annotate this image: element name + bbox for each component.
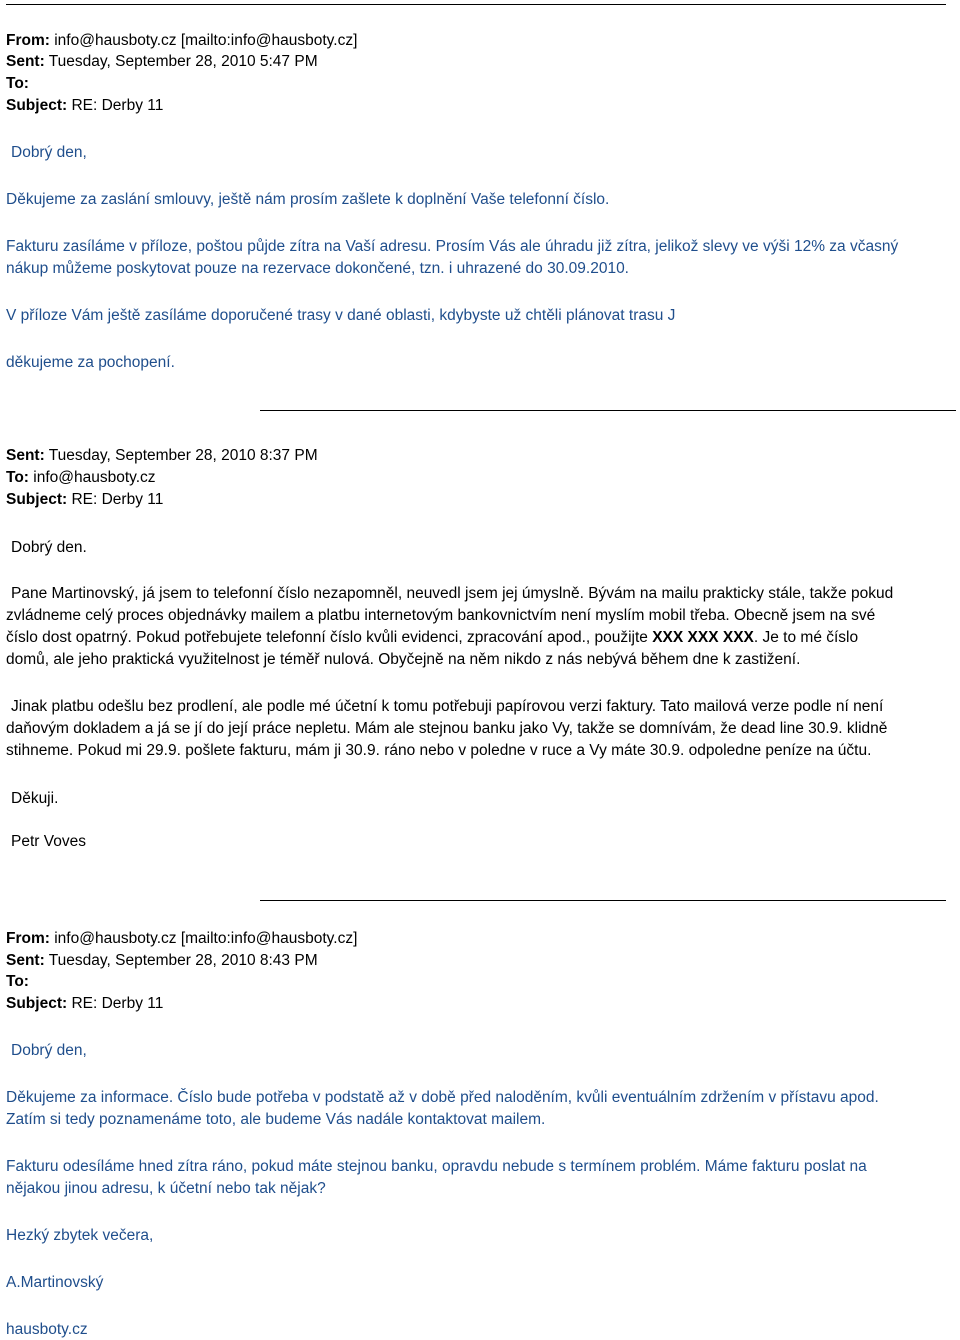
phone-text-pre: číslo dost opatrný. Pokud potřebujete telefonní číslo kvůli evidenci, zpracování apod., použijte [6,629,653,646]
signature: A.Martinovský [6,1274,104,1291]
header-to [6,74,29,94]
header-subject [6,96,163,116]
body-paragraph: nějakou jinou adresu, k účetní nebo tak nějak? [6,1180,326,1197]
subject-label: Subject: [6,491,68,508]
greeting: Dobrý den, [11,144,87,161]
body-paragraph: Fakturu zasíláme v příloze, poštou půjde zítra na Vaší adresu. Prosím Vás ale úhradu již zítra, jelikož slevy ve výši 12% za včasný [6,238,899,255]
website-link[interactable]: hausboty.cz [6,1321,88,1338]
body-paragraph [6,628,858,648]
separator-bottom [260,900,946,901]
subject-value: RE: Derby 11 [71,995,164,1012]
from-label: From: [6,930,50,947]
body-paragraph: děkujeme za pochopení. [6,354,175,371]
header-to [6,972,29,992]
body-paragraph: stihneme. Pokud mi 29.9. pošlete fakturu, mám ji 30.9. ráno nebo v poledne v ruce a Vy máte 30.9. odpoledne peníze na účtu. [6,742,872,759]
to-label: To: [6,469,29,486]
header-sent [6,951,318,971]
header-sent [6,446,318,466]
subject-value: RE: Derby 11 [71,491,164,508]
subject-value: RE: Derby 11 [71,97,164,114]
sent-label: Sent: [6,53,45,70]
header-from [6,929,357,949]
signature: Petr Voves [11,833,86,850]
header-to [6,468,156,488]
sent-label: Sent: [6,952,45,969]
greeting: Dobrý den. [11,539,87,556]
header-from [6,31,357,51]
phone-text-post: . Je to mé číslo [753,629,859,646]
body-paragraph: zvládneme celý proces objednávky mailem a platbu internetovým bankovnictvím není myslím mobil třeba. Obecně jsem na své [6,607,876,624]
header-subject [6,994,163,1014]
body-paragraph: daňovým dokladem a já se jí do její práce nepletu. Mám ale stejnou banku jako Vy, takže se domnívám, že dead line 30.9. klidně [6,720,888,737]
separator-top [6,4,946,5]
body-paragraph: Děkujeme za informace. Číslo bude potřeba v podstatě až v době před naloděním, kvůli eventuálním zdržením v přístavu apod. [6,1089,879,1106]
body-paragraph: Zatím si tedy poznamenáme toto, ale budeme Vás nadále kontaktovat mailem. [6,1111,546,1128]
header-sent [6,52,318,72]
phone-number: XXX XXX XXX [652,629,754,646]
sent-value: Tuesday, September 28, 2010 8:37 PM [48,447,318,464]
body-paragraph: domů, ale jeho praktická využitelnost je téměř nulová. Obyčejně na něm nikdo z nás nebývá během dne k zastižení. [6,651,801,668]
sent-value: Tuesday, September 28, 2010 8:43 PM [48,952,318,969]
sent-label: Sent: [6,447,45,464]
from-label: From: [6,32,50,49]
to-label: To: [6,973,29,990]
body-paragraph: V příloze Vám ještě zasíláme doporučené trasy v dané oblasti, kdybyste už chtěli plánovat trasu J [6,307,676,324]
greeting: Dobrý den, [11,1042,87,1059]
thanks-text: Děkuji. [11,790,59,807]
to-value[interactable]: info@hausboty.cz [33,469,156,486]
from-value[interactable]: info@hausboty.cz [mailto:info@hausboty.cz] [54,930,358,947]
body-paragraph: Pane Martinovský, já jsem to telefonní číslo nezapomněl, neuvedl jsem jej úmyslně. Bývám na mailu prakticky stále, takže pokud [11,585,894,602]
header-subject [6,490,163,510]
sent-value: Tuesday, September 28, 2010 5:47 PM [48,53,318,70]
from-value[interactable]: info@hausboty.cz [mailto:info@hausboty.cz] [54,32,358,49]
body-paragraph: nákup můžeme poskytovat pouze na rezervace dokončené, tzn. i uhrazené do 30.09.2010. [6,260,629,277]
body-paragraph: Děkujeme za zaslání smlouvy, ještě nám prosím zašlete k doplnění Vaše telefonní číslo. [6,191,610,208]
body-paragraph: Jinak platbu odešlu bez prodlení, ale podle mé účetní k tomu potřebuji papírovou verzi faktury. Tato mailová verze podle ní není [11,698,884,715]
body-paragraph: Fakturu odesíláme hned zítra ráno, pokud máte stejnou banku, opravdu nebude s termínem problém. Máme fakturu poslat na [6,1158,867,1175]
separator-middle [260,410,956,411]
closing-text: Hezký zbytek večera, [6,1227,154,1244]
subject-label: Subject: [6,995,68,1012]
subject-label: Subject: [6,97,68,114]
to-label: To: [6,75,29,92]
